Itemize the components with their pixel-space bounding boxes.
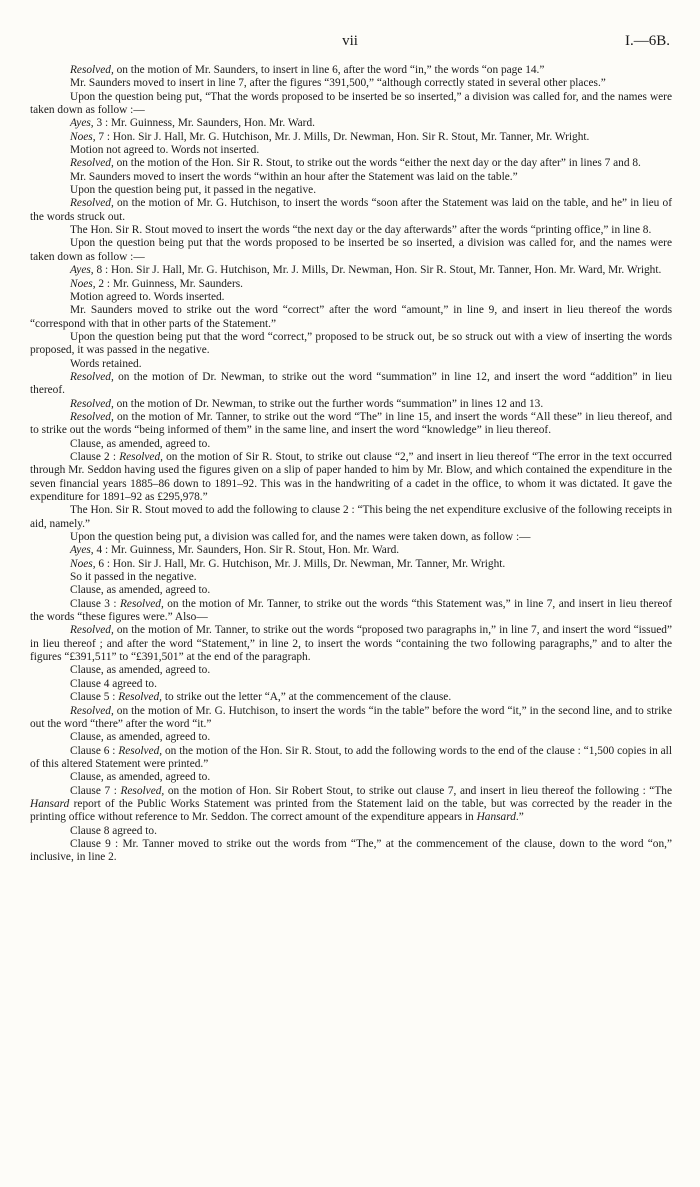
paragraph [30, 131, 672, 144]
italic-text: Resolved, [120, 784, 165, 797]
paragraph [30, 331, 672, 358]
paragraph [30, 184, 672, 197]
paragraph [30, 438, 672, 451]
italic-text: Resolved, [70, 64, 114, 76]
paragraph-text: Motion agreed to. Words inserted. [70, 290, 225, 303]
paragraph [30, 291, 672, 304]
paragraph-text: Clause, as amended, agreed to. [70, 584, 211, 597]
italic-text: Resolved, [70, 370, 114, 383]
paragraph-text: 7 : Hon. Sir J. Hall, Mr. G. Hutchison, Mr. J. Mills, Dr. Newman, Hon. Sir R. Stout, Mr. Tanner, Mr. Wright. [95, 130, 590, 143]
paragraph [30, 358, 672, 371]
italic-text: Ayes, [70, 544, 94, 557]
paragraph-text: on the motion of Mr. Tanner, to strike out the words “proposed two paragraphs in,” in line 7, and insert the word “issued” in lieu thereof ; and after the word “Statement,” in line 2, to insert the words “containing the two following paragraphs,” and to alter the figures “£391,511” to “£391,501” at the end of the paragraph. [30, 624, 672, 664]
italic-text: Resolved, [70, 157, 114, 170]
paragraph [30, 531, 672, 544]
paragraph-text: Clause, as amended, agreed to. [70, 664, 211, 677]
paragraph [30, 117, 672, 130]
italic-text: Hansard [30, 797, 70, 810]
paragraph [30, 731, 672, 744]
paragraph-text: Clause 4 agreed to. [70, 677, 157, 690]
paragraph-text: on the motion of the Hon. Sir R. Stout, to add the following words to the end of the clause : “1,500 copies in all of this altered Statement were printed.” [30, 744, 672, 770]
paragraph-text: on the motion of Mr. Tanner, to strike out the word “The” in line 15, and insert the words “All these” in lieu thereof, and to strike out the words “being informed of them” in the same line, and insert the word “knowledge” in lieu thereof. [30, 410, 672, 437]
paragraph-text: on the motion of Dr. Newman, to strike out the further words “summation” in lines 12 and 13. [113, 397, 544, 410]
paragraph-text: on the motion of the Hon. Sir R. Stout, to strike out the words “either the next day or the day after” in lines 7 and 8. [113, 157, 641, 170]
paragraph [30, 411, 672, 438]
paragraph-text: Mr. Saunders moved to strike out the word “correct” after the word “amount,” in line 9, and insert in lieu thereof the words “correspond with that in other parts of the Statement.” [30, 304, 672, 330]
paragraph-text: The Hon. Sir R. Stout moved to add the following to clause 2 : “This being the net expenditure exclusive of the following receipts in aid, namely.” [30, 504, 672, 530]
italic-text: Noes, [70, 557, 96, 570]
paragraph-text: The Hon. Sir R. Stout moved to insert the words “the next day or the day afterwards” after the words “printing office,” in line 8. [70, 224, 652, 237]
paragraph [30, 224, 672, 237]
paragraph-text: Clause 9 : Mr. Tanner moved to strike out the words from “The,” at the commencement of the clause, down to the word “on,” inclusive, in line 2. [30, 837, 672, 864]
paragraph-text: on the motion of Dr. Newman, to strike out the word “summation” in line 12, and insert the word “addition” in lieu thereof. [30, 370, 672, 397]
paragraph [30, 171, 672, 184]
paragraph [30, 825, 672, 838]
paragraph-text: So it passed in the negative. [70, 571, 197, 584]
paragraph [30, 745, 672, 772]
paragraph [30, 571, 672, 584]
italic-text: Resolved, [70, 410, 114, 423]
paragraph [30, 838, 672, 865]
paragraph-text: Mr. Saunders moved to insert the words “within an hour after the Statement was laid on the table.” [70, 170, 518, 183]
paragraph-text: Upon the question being put that the words proposed to be inserted be so inserted, a division was called for, and the names were taken down as follow :— [30, 237, 672, 263]
page-header [0, 33, 700, 51]
italic-text: Resolved, [70, 197, 114, 210]
paragraph [30, 771, 672, 784]
italic-text: Resolved, [120, 597, 164, 610]
document-reference: I.—6B. [625, 33, 670, 49]
document-body [30, 64, 672, 865]
paragraph [30, 664, 672, 677]
italic-text: Resolved, [119, 450, 163, 463]
paragraph-text: .” [515, 811, 524, 824]
paragraph [30, 304, 672, 331]
paragraph [30, 398, 672, 411]
paragraph [30, 598, 672, 625]
paragraph-text: Upon the question being put, it passed in the negative. [70, 184, 317, 197]
paragraph-text: 4 : Mr. Guinness, Mr. Saunders, Hon. Sir R. Stout, Hon. Mr. Ward. [93, 544, 400, 557]
paragraph-text: Upon the question being put, “That the words proposed to be inserted be so inserted,” a division was called for, and the names were taken down as follow :— [30, 90, 672, 117]
italic-text: Resolved, [70, 397, 114, 410]
italic-text: Resolved, [118, 691, 162, 704]
paragraph-text: Clause 6 : [70, 744, 119, 757]
paragraph [30, 678, 672, 691]
paragraph [30, 371, 672, 398]
paragraph [30, 91, 672, 118]
paragraph [30, 451, 672, 504]
paragraph-text: on the motion of Mr. G. Hutchison, to insert the words “soon after the Statement was laid on the table, and he” in lieu of the words struck out. [30, 197, 672, 223]
italic-text: Ayes, [70, 117, 94, 130]
italic-text: Resolved, [118, 744, 163, 757]
italic-text: Ayes, [70, 264, 94, 277]
paragraph-text: Clause 2 : [70, 450, 120, 463]
paragraph-text: 6 : Hon. Sir J. Hall, Mr. G. Hutchison, Mr. J. Mills, Dr. Newman, Mr. Tanner, Mr. Wright. [95, 557, 506, 570]
paragraph [30, 278, 672, 291]
paragraph-text: to strike out the letter “A,” at the commencement of the clause. [162, 691, 452, 704]
paragraph [30, 705, 672, 732]
italic-text: Noes, [70, 130, 96, 143]
paragraph [30, 504, 672, 531]
paragraph-text: 8 : Hon. Sir J. Hall, Mr. G. Hutchison, Mr. J. Mills, Dr. Newman, Hon. Sir R. Stout, Mr. Tanner, Hon. Mr. Ward, Mr. Wright. [93, 264, 662, 277]
italic-text: Hansard [476, 811, 516, 824]
paragraph [30, 264, 672, 277]
page-number: vii [342, 33, 358, 49]
paragraph-text: Clause 3 : [70, 597, 120, 610]
paragraph [30, 584, 672, 597]
paragraph-text: 3 : Mr. Guinness, Mr. Saunders, Hon. Mr. Ward. [93, 117, 315, 130]
paragraph [30, 64, 672, 77]
paragraph-text: on the motion of Mr. Tanner, to strike out the words “this Statement was,” in line 7, and insert in lieu thereof the words “these figures were.” Also— [30, 597, 672, 624]
paragraph [30, 197, 672, 224]
paragraph [30, 558, 672, 571]
paragraph [30, 144, 672, 157]
paragraph [30, 157, 672, 170]
paragraph-text: report of the Public Works Statement was printed from the Statement laid on the table, but was corrected by the reader in the printing office without reference to Mr. Seddon. The correct amount of the expenditure appears in [30, 797, 672, 824]
paragraph-text: on the motion of Sir R. Stout, to strike out clause “2,” and insert in lieu thereof “The error in the text occurred through Mr. Seddon having used the figures given on a slip of paper handed to him by Mr. Blow, and which contained the expenditure in the seven financial years 1885–86 down to 1891–92. This was in the handwriting of a cadet in the office, to whom it was dictated. It gave the expenditure for 1891–92 as £295,978.” [30, 450, 672, 503]
paragraph-text: Clause 8 agreed to. [70, 824, 157, 837]
paragraph-text: Clause, as amended, agreed to. [70, 731, 211, 744]
paragraph-text: Clause, as amended, agreed to. [70, 771, 211, 784]
paragraph-text: Upon the question being put that the word “correct,” proposed to be struck out, be so struck out with a view of inserting the words proposed, it was passed in the negative. [30, 330, 672, 357]
italic-text: Resolved, [70, 624, 114, 637]
paragraph-text: on the motion of Mr. Saunders, to insert in line 6, after the word “in,” the words “on page 14.” [113, 64, 545, 76]
paragraph [30, 624, 672, 664]
paragraph-text: 2 : Mr. Guinness, Mr. Saunders. [95, 277, 243, 290]
paragraph [30, 77, 672, 90]
paragraph-text: on the motion of Hon. Sir Robert Stout, to strike out clause 7, and insert in lieu thereof the following : “The [164, 784, 672, 797]
italic-text: Noes, [70, 277, 96, 290]
paragraph-text: Mr. Saunders moved to insert in line 7, after the figures “391,500,” “although correctly stated in several other places.” [70, 77, 606, 90]
paragraph-text: on the motion of Mr. G. Hutchison, to insert the words “in the table” before the word “it,” in the second line, and to strike out the word “there” after the word “it.” [30, 704, 672, 730]
paragraph-text: Words retained. [70, 357, 142, 370]
paragraph-text: Clause, as amended, agreed to. [70, 437, 211, 450]
paragraph [30, 237, 672, 264]
paragraph [30, 785, 672, 825]
paragraph-text: Clause 5 : [70, 691, 119, 704]
italic-text: Resolved, [70, 704, 114, 717]
paragraph-text: Motion not agreed to. Words not inserted. [70, 144, 260, 157]
paragraph [30, 691, 672, 704]
paragraph [30, 544, 672, 557]
paragraph-text: Upon the question being put, a division was called for, and the names were taken down, as follow :— [70, 531, 531, 544]
paragraph-text: Clause 7 : [70, 784, 121, 797]
